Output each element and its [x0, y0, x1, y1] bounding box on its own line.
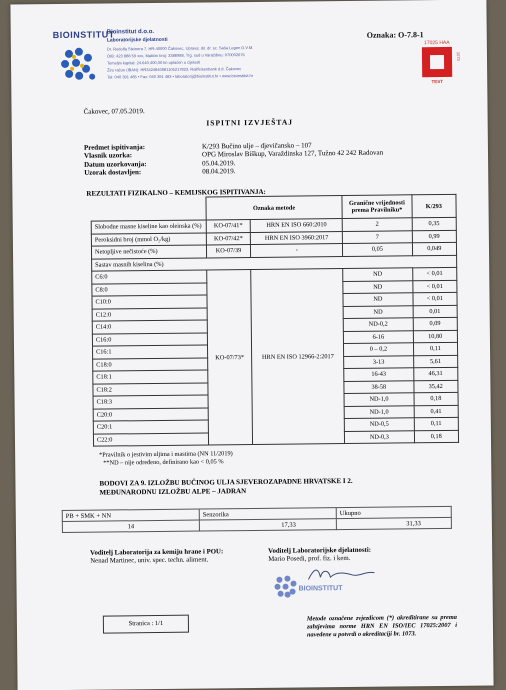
limit-value: 0 – 0,2	[344, 343, 413, 356]
company-name: Bioinstitut d.o.o.	[106, 29, 155, 36]
sample-value: 0,11	[413, 342, 458, 355]
info-key: Datum uzorkovanja:	[84, 159, 147, 169]
method-standard: HRN EN ISO 660:2010	[250, 219, 342, 232]
fatty-acid-name: C14:0	[92, 320, 207, 334]
limit-value: ND-1,0	[344, 393, 413, 406]
info-value: 08.04.2019.	[202, 167, 236, 176]
accreditation-top: 17025 HAA	[424, 39, 450, 47]
sample-value: < 0,01	[412, 280, 457, 293]
sample-value: 0,35	[412, 217, 457, 230]
limit-value: ND-1,0	[344, 405, 413, 418]
contact-line: Dr. Rudolfa Steinera 7, HR-40000 Čakovec, Uprava: dir. dr. sc. Saša Legen D.V.M.	[106, 44, 254, 52]
company-stamp	[270, 573, 343, 608]
fatty-acid-name: C18:0	[93, 357, 208, 371]
fatty-acid-name: C20:1	[93, 420, 208, 434]
signature-left-name: Nenad Martinec, univ. spec. techn. aliment.	[90, 556, 209, 565]
signature-right	[268, 547, 371, 564]
limit-value: ND	[343, 305, 412, 318]
sample-value: 35,42	[413, 380, 458, 393]
scores-title-line: BODOVI ZA 9. IZLOŽBU BUČINOG ULJA SJEVEROZAPADNE HRVATSKE I 2.	[99, 476, 353, 488]
bioinstitut-logo-icon	[55, 44, 101, 88]
sample-value: 5,61	[413, 355, 458, 368]
signature-left	[90, 548, 223, 565]
stamp-text: BIOINSTITUT	[298, 585, 343, 593]
fatty-acid-name: C16:1	[93, 345, 208, 359]
limit-value: 6-16	[344, 330, 413, 343]
limit-value: ND	[343, 268, 412, 281]
contact-line: OIB: 423 888 59 xxx, Matični broj: 3388988, Trg. sud u Varaždinu: 070002676	[106, 52, 245, 59]
method-code: KO-07/42*	[206, 232, 251, 245]
fatty-acid-name: C18:1	[93, 370, 208, 384]
sample-value: 0,01	[413, 305, 458, 318]
fatty-acid-name: C10:0	[92, 295, 207, 309]
score-pb-value: 14	[62, 520, 199, 532]
method-standard: -	[251, 244, 343, 257]
score-header-ukupno: Ukupno	[336, 506, 451, 518]
fatty-method-standard: HRN EN ISO 12966-2:2017	[251, 269, 345, 445]
signature-right-name: Mario Posedi, prof. fiz. i kem.	[268, 554, 351, 563]
score-ukupno-value: 31,33	[336, 517, 451, 529]
sample-value: 46,31	[413, 367, 458, 380]
header-limits: Granične vrijednosti prema Pravilniku*	[342, 195, 412, 219]
fatty-acid-name: C6:0	[92, 270, 207, 284]
method-code: KO-07/39	[206, 245, 251, 258]
table-notes	[99, 450, 233, 467]
limit-value: ND-0,2	[343, 318, 412, 331]
limit-value: 16-43	[344, 368, 413, 381]
sample-value: 0,18	[414, 392, 459, 405]
fatty-acid-name: C16:0	[92, 332, 207, 346]
scores-title-line: MEĐUNARODNU IZLOŽBU ALPE – JADRAN	[99, 487, 247, 497]
limit-value: 7	[343, 230, 412, 243]
stamp-logo-icon	[270, 574, 300, 600]
info-value: K/293 Bučino ulje – djevičansko – 107	[201, 141, 312, 151]
signature-left-title: Voditelj Laboratorija za kemiju hrane i POU:	[90, 548, 224, 557]
results-section-title: REZULTATI FIZIKALNO – KEMIJSKOG ISPITIVANJA:	[86, 187, 266, 198]
accreditation-number: 1073	[455, 51, 462, 61]
info-key: Predmet ispitivanja:	[83, 143, 146, 152]
param-name: Netopljive nečistoće (%)	[91, 245, 206, 259]
note-pravilnik: *Pravilnik o jestivim uljima i mastima (NN 11/2019)	[99, 450, 233, 459]
limit-value: 2	[342, 218, 411, 231]
sample-value: 0,41	[414, 405, 459, 418]
contact-line: Tel: 040 391 485 • Fax: 040 391 483 • laboratorij@bioinstitut.hr • www.bioinstitut.hr	[107, 72, 254, 80]
param-name: Slobodne masne kiseline kao oleinska (%)	[91, 220, 206, 234]
limit-value: 3-13	[344, 355, 413, 368]
sample-value: 10,80	[413, 330, 458, 343]
method-standard: HRN EN ISO 3960:2017	[251, 231, 343, 244]
info-key: Vlasnik uzorka:	[83, 151, 133, 161]
accreditation-badge	[415, 40, 460, 94]
accreditation-square-icon	[422, 47, 452, 77]
sample-value: 0,99	[412, 230, 457, 243]
report-date: Čakovec, 07.05.2019.	[83, 107, 145, 116]
sample-value: 0,09	[413, 317, 458, 330]
results-table	[90, 194, 459, 447]
scores-title	[99, 477, 352, 498]
header-blank	[91, 197, 206, 221]
department-name: Laboratorijske djelatnosti	[106, 36, 168, 44]
report-title: ISPITNI IZVJEŠTAJ	[206, 117, 294, 128]
fatty-acid-name: C18:3	[93, 395, 208, 409]
accreditation-test: TEST	[431, 78, 444, 85]
fatty-acid-name: C8:0	[92, 282, 207, 296]
sample-value: 0,18	[414, 430, 459, 443]
info-row	[84, 166, 383, 177]
sample-value: < 0,01	[412, 267, 457, 280]
info-value: OPG Miroslav Biškup, Varaždinska 127, Tužno 42 242 Radovan	[201, 148, 384, 159]
fatty-acid-name: C20:0	[93, 407, 208, 421]
score-header-pb: PB + SMK + NN	[62, 509, 199, 521]
sample-value: < 0,01	[413, 292, 458, 305]
limit-value: ND	[343, 280, 412, 293]
limit-value: ND-0,5	[345, 418, 414, 431]
document-code: Oznaka: O-7.8-1	[366, 30, 424, 40]
info-value: 05.04.2019.	[202, 158, 236, 168]
header-method: Oznaka metode	[206, 196, 343, 220]
sample-value: 0,11	[414, 417, 459, 430]
score-header-senzorika: Senzorika	[199, 508, 336, 520]
header-sample: K/293	[411, 194, 456, 217]
fatty-acid-name: C12:0	[92, 307, 207, 321]
contact-line: Žiro račun (IBAN): HR3424840081105217823, Raiffeisenbank d.d. Čakovec	[107, 66, 242, 73]
info-key: Uzorak dostavljen:	[84, 168, 142, 177]
company-contact	[107, 43, 317, 80]
contact-line: Temeljni kapital: 24.640.400,00 kn uplaćen u cijelosti	[107, 59, 201, 66]
scores-table	[62, 506, 452, 533]
param-name: Peroksidni broj (mmol O₂/kg)	[91, 232, 206, 246]
method-code: KO-07/41*	[206, 220, 251, 233]
fatty-acid-name: C18:2	[93, 382, 208, 396]
limit-value: 0,05	[343, 243, 412, 256]
sample-value: 0,049	[412, 242, 457, 255]
sample-info	[84, 141, 383, 177]
limit-value: 38-58	[344, 380, 413, 393]
note-nd: **ND – nije određeno, definirano kao < 0,05 %	[103, 458, 224, 467]
fatty-acids-header: Sastav masnih kiselina (%)	[92, 255, 457, 271]
fatty-method-code: KO-07/73*	[206, 270, 252, 445]
accreditation-note: Metode označene zvjezdicom (*) akreditirane su prema zahtjevima norme HRN EN ISO/IEC 17025:2007 i navedene u potvrdi o akreditaciji br. 1073.	[306, 613, 457, 639]
brand-name: BIOINSTITUT	[52, 29, 115, 41]
limit-value: ND-0,3	[345, 430, 414, 443]
page-number-box: Stranica : 1/1	[103, 615, 189, 634]
score-senzorika-value: 17,33	[199, 519, 336, 531]
signature-right-title: Voditelj Laboratorijske djelatnosti:	[268, 546, 372, 555]
limit-value: ND	[343, 293, 412, 306]
fatty-acid-name: C22:0	[93, 432, 208, 446]
report-page	[10, 0, 493, 690]
